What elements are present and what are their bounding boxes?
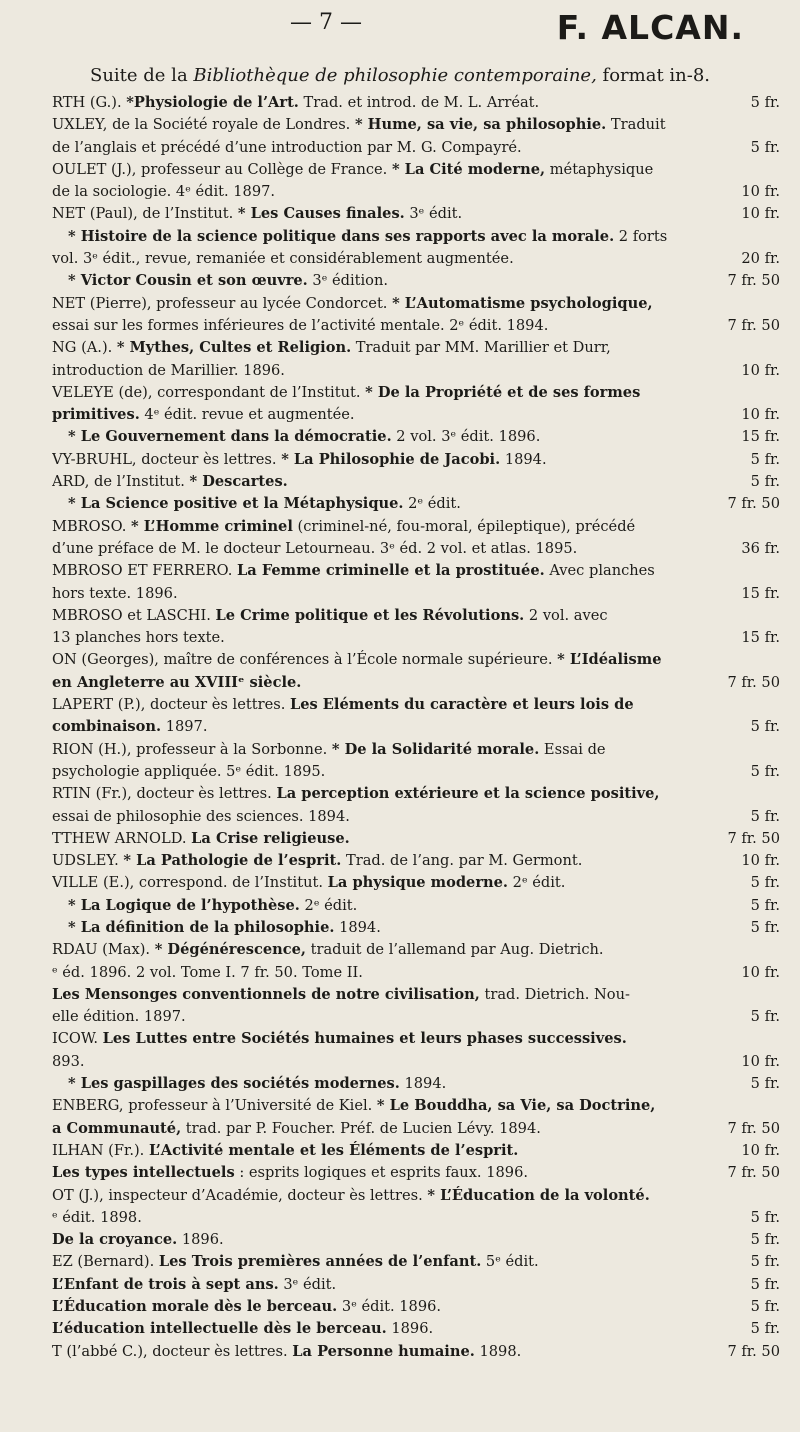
entry-text: L’éducation intellectuelle dès le berceau. 1896. (52, 1320, 434, 1338)
entry-text: ARD, de l’Institut. * Descartes. (52, 473, 288, 491)
entry-text: RION (H.), professeur à la Sorbonne. * De la Solidarité morale. Essai de (52, 740, 606, 758)
series-subtitle (0, 65, 800, 86)
entry-text: * Les gaspillages des sociétés modernes. 1894. (68, 1075, 447, 1093)
entry-text: RTH (G.). *Physiologie de l’Art. Trad. et introd. de M. L. Arréat. (52, 94, 540, 111)
entry-text: LAPERT (P.), docteur ès lettres. Les Eléments du caractère et leurs lois de (52, 696, 634, 714)
catalog-line (52, 872, 780, 894)
entry-text: de l’anglais et précédé d’une introduction par M. G. Compayré. (52, 138, 522, 156)
entry-text: primitives. 4ᵉ édit. revue et augmentée. (52, 406, 355, 424)
entry-text: vol. 3ᵉ édit., revue, remaniée et considérablement augmentée. (52, 250, 514, 268)
entry-price: 7 fr. 50 (727, 272, 780, 290)
entry-price: 5 fr. (750, 807, 780, 825)
entry-price: 10 fr. (741, 963, 780, 981)
entry-price: 5 fr. (750, 1231, 780, 1249)
catalog-line (52, 1006, 780, 1028)
entry-text: Les Mensonges conventionnels de notre civilisation, trad. Dietrich. Nou- (52, 985, 630, 1003)
entry-text: L’Enfant de trois à sept ans. 3ᵉ édit. (52, 1275, 337, 1293)
catalog-line (52, 382, 780, 404)
catalog-line (52, 538, 780, 560)
catalog-line (52, 315, 780, 337)
catalog-line (52, 583, 780, 605)
entry-price: 15 fr. (741, 629, 780, 647)
catalog-line (52, 694, 780, 716)
entry-text: de la sociologie. 4ᵉ édit. 1897. (52, 183, 276, 201)
catalog-line (52, 1341, 780, 1363)
catalog-line (52, 850, 780, 872)
catalog-line (52, 226, 780, 248)
entry-text: ᵉ éd. 1896. 2 vol. Tome I. 7 fr. 50. Tome II. (52, 963, 363, 981)
entry-price: 7 fr. 50 (727, 495, 780, 513)
entry-price: 7 fr. 50 (727, 673, 780, 691)
catalog-line (52, 248, 780, 270)
catalog-line (52, 203, 780, 225)
entry-text: UXLEY, de la Société royale de Londres. * Hume, sa vie, sa philosophie. Traduit (52, 116, 666, 134)
catalog-line (52, 449, 780, 471)
entry-text: ILHAN (Fr.). L’Activité mentale et les Éléments de l’esprit. (52, 1141, 519, 1159)
catalog-line (52, 181, 780, 203)
entry-price: 20 fr. (741, 250, 780, 268)
catalog-line (52, 828, 780, 850)
entry-text: hors texte. 1896. (52, 584, 178, 602)
catalog-line (52, 672, 780, 694)
entry-price: 10 fr. (741, 205, 780, 223)
catalog-line (52, 426, 780, 448)
entry-price: 5 fr. (750, 1320, 780, 1338)
entry-price: 5 fr. (750, 1298, 780, 1316)
catalog-line (52, 360, 780, 382)
entry-text: ON (Georges), maître de conférences à l’École normale supérieure. * L’Idéalisme (52, 651, 662, 669)
subtitle-series: Bibliothèque de philosophie contemporaine, (193, 65, 597, 86)
catalog-line (52, 1318, 780, 1340)
entry-price: 10 fr. (741, 1141, 780, 1159)
entry-price: 10 fr. (741, 1052, 780, 1070)
entry-text: L’Éducation morale dès le berceau. 3ᵉ édit. 1896. (52, 1298, 442, 1316)
entry-text: * Victor Cousin et son œuvre. 3ᵉ édition. (68, 272, 388, 290)
entry-text: MBROSO et LASCHI. Le Crime politique et les Révolutions. 2 vol. avec (52, 606, 608, 624)
publisher-name: F. ALCAN. (556, 8, 744, 47)
entry-text: * La définition de la philosophie. 1894. (68, 918, 381, 936)
catalog-line (52, 404, 780, 426)
entry-text: UDSLEY. * La Pathologie de l’esprit. Trad. de l’ang. par M. Germont. (52, 852, 583, 870)
entry-text: VELEYE (de), correspondant de l’Institut. * De la Propriété et de ses formes (52, 383, 641, 401)
catalog-line (52, 471, 780, 493)
entry-price: 7 fr. 50 (727, 1164, 780, 1182)
entry-price: 36 fr. (741, 539, 780, 557)
entry-price: 5 fr. (750, 138, 780, 156)
entry-price: 5 fr. (750, 94, 780, 111)
catalog-line (52, 1051, 780, 1073)
entry-text: EZ (Bernard). Les Trois premières années de l’enfant. 5ᵉ édit. (52, 1253, 539, 1271)
catalog-line (52, 605, 780, 627)
entry-text: TTHEW ARNOLD. La Crise religieuse. (52, 829, 350, 847)
catalog-line (52, 159, 780, 181)
entry-text: * Le Gouvernement dans la démocratie. 2 vol. 3ᵉ édit. 1896. (68, 428, 541, 446)
entry-text: combinaison. 1897. (52, 718, 208, 736)
entry-price: 5 fr. (750, 1208, 780, 1226)
entry-price: 5 fr. (750, 473, 780, 491)
catalog-entries (52, 92, 780, 1363)
entry-text: ICOW. Les Luttes entre Sociétés humaines et leurs phases successives. (52, 1030, 627, 1048)
entry-text: NG (A.). * Mythes, Cultes et Religion. Traduit par MM. Marillier et Durr, (52, 339, 611, 357)
entry-price: 10 fr. (741, 183, 780, 201)
catalog-line (52, 783, 780, 805)
entry-text: * Histoire de la science politique dans ses rapports avec la morale. 2 forts (68, 227, 668, 245)
entry-text: 893. (52, 1052, 85, 1070)
entry-price: 5 fr. (750, 1253, 780, 1271)
entry-text: ᵉ édit. 1898. (52, 1208, 142, 1226)
subtitle-suffix: format in-8. (596, 65, 710, 86)
entry-text: MBROSO. * L’Homme criminel (criminel-né, fou-moral, épileptique), précédé (52, 517, 636, 535)
entry-price: 5 fr. (750, 874, 780, 892)
entry-text: VILLE (E.), correspond. de l’Institut. La physique moderne. 2ᵉ édit. (52, 874, 566, 892)
entry-text: essai de philosophie des sciences. 1894. (52, 807, 350, 825)
entry-text: De la croyance. 1896. (52, 1231, 224, 1249)
catalog-line (52, 1028, 780, 1050)
catalog-line (52, 984, 780, 1006)
catalog-line (52, 1073, 780, 1095)
entry-price: 10 fr. (741, 406, 780, 424)
entry-price: 5 fr. (750, 1275, 780, 1293)
entry-price: 5 fr. (750, 896, 780, 914)
catalog-line (52, 270, 780, 292)
catalog-line (52, 92, 780, 114)
entry-text: NET (Pierre), professeur au lycée Condorcet. * L’Automatisme psychologique, (52, 294, 653, 312)
entry-price: 10 fr. (741, 361, 780, 379)
entry-price: 5 fr. (750, 718, 780, 736)
catalog-line (52, 939, 780, 961)
entry-text: a Communauté, trad. par P. Foucher. Préf. de Lucien Lévy. 1894. (52, 1119, 541, 1137)
entry-text: OT (J.), inspecteur d’Académie, docteur ès lettres. * L’Éducation de la volonté. (52, 1186, 650, 1204)
entry-price: 5 fr. (750, 762, 780, 780)
entry-text: 13 planches hors texte. (52, 629, 225, 647)
entry-text: * La Science positive et la Métaphysique. 2ᵉ édit. (68, 495, 461, 513)
catalog-line (52, 293, 780, 315)
catalog-line (52, 1207, 780, 1229)
catalog-line (52, 114, 780, 136)
entry-price: 15 fr. (741, 584, 780, 602)
catalog-line (52, 761, 780, 783)
catalog-line (52, 739, 780, 761)
entry-price: 7 fr. 50 (727, 829, 780, 847)
catalog-line (52, 917, 780, 939)
catalog-line (52, 1251, 780, 1273)
entry-text: T (l’abbé C.), docteur ès lettres. La Personne humaine. 1898. (52, 1342, 522, 1360)
entry-text: elle édition. 1897. (52, 1008, 186, 1026)
entry-price: 7 fr. 50 (727, 316, 780, 334)
entry-price: 5 fr. (750, 450, 780, 468)
entry-price: 15 fr. (741, 428, 780, 446)
catalog-line (52, 1095, 780, 1117)
entry-text: RTIN (Fr.), docteur ès lettres. La perception extérieure et la science positive, (52, 785, 660, 803)
entry-text: d’une préface de M. le docteur Letourneau. 3ᵉ éd. 2 vol. et atlas. 1895. (52, 539, 578, 557)
catalog-line (52, 649, 780, 671)
entry-text: psychologie appliquée. 5ᵉ édit. 1895. (52, 762, 326, 780)
entry-text: NET (Paul), de l’Institut. * Les Causes finales. 3ᵉ édit. (52, 205, 463, 223)
entry-text: RDAU (Max). * Dégénérescence, traduit de l’allemand par Aug. Dietrich. (52, 941, 604, 959)
entry-price: 5 fr. (750, 1008, 780, 1026)
catalog-line (52, 1274, 780, 1296)
entry-price: 7 fr. 50 (727, 1342, 780, 1360)
catalog-line (52, 1185, 780, 1207)
catalog-line (52, 1296, 780, 1318)
page-header (0, 8, 800, 58)
entry-price: 7 fr. 50 (727, 1119, 780, 1137)
catalog-line (52, 962, 780, 984)
entry-price: 5 fr. (750, 918, 780, 936)
subtitle-prefix: Suite de la (90, 65, 194, 86)
entry-text: en Angleterre au XVIIIᵉ siècle. (52, 673, 302, 691)
catalog-line (52, 1229, 780, 1251)
entry-text: essai sur les formes inférieures de l’activité mentale. 2ᵉ édit. 1894. (52, 316, 549, 334)
entry-price: 5 fr. (750, 1075, 780, 1093)
entry-text: VY-BRUHL, docteur ès lettres. * La Philosophie de Jacobi. 1894. (52, 450, 547, 468)
entry-text: introduction de Marillier. 1896. (52, 361, 285, 379)
catalog-line (52, 137, 780, 159)
catalog-line (52, 560, 780, 582)
catalog-line (52, 627, 780, 649)
catalog-line (52, 1140, 780, 1162)
entry-text: * La Logique de l’hypothèse. 2ᵉ édit. (68, 896, 358, 914)
catalog-line (52, 493, 780, 515)
entry-price: 10 fr. (741, 852, 780, 870)
catalog-line (52, 516, 780, 538)
catalog-line (52, 1118, 780, 1140)
entry-text: Les types intellectuels : esprits logiques et esprits faux. 1896. (52, 1164, 528, 1182)
entry-text: MBROSO ET FERRERO. La Femme criminelle et la prostituée. Avec planches (52, 562, 655, 580)
catalog-line (52, 716, 780, 738)
catalog-line (52, 895, 780, 917)
entry-text: ENBERG, professeur à l’Université de Kiel. * Le Bouddha, sa Vie, sa Doctrine, (52, 1097, 656, 1115)
page-number: — 7 — (290, 10, 362, 35)
catalog-line (52, 806, 780, 828)
catalog-line (52, 1162, 780, 1184)
entry-text: OULET (J.), professeur au Collège de France. * La Cité moderne, métaphysique (52, 160, 654, 178)
catalog-line (52, 337, 780, 359)
